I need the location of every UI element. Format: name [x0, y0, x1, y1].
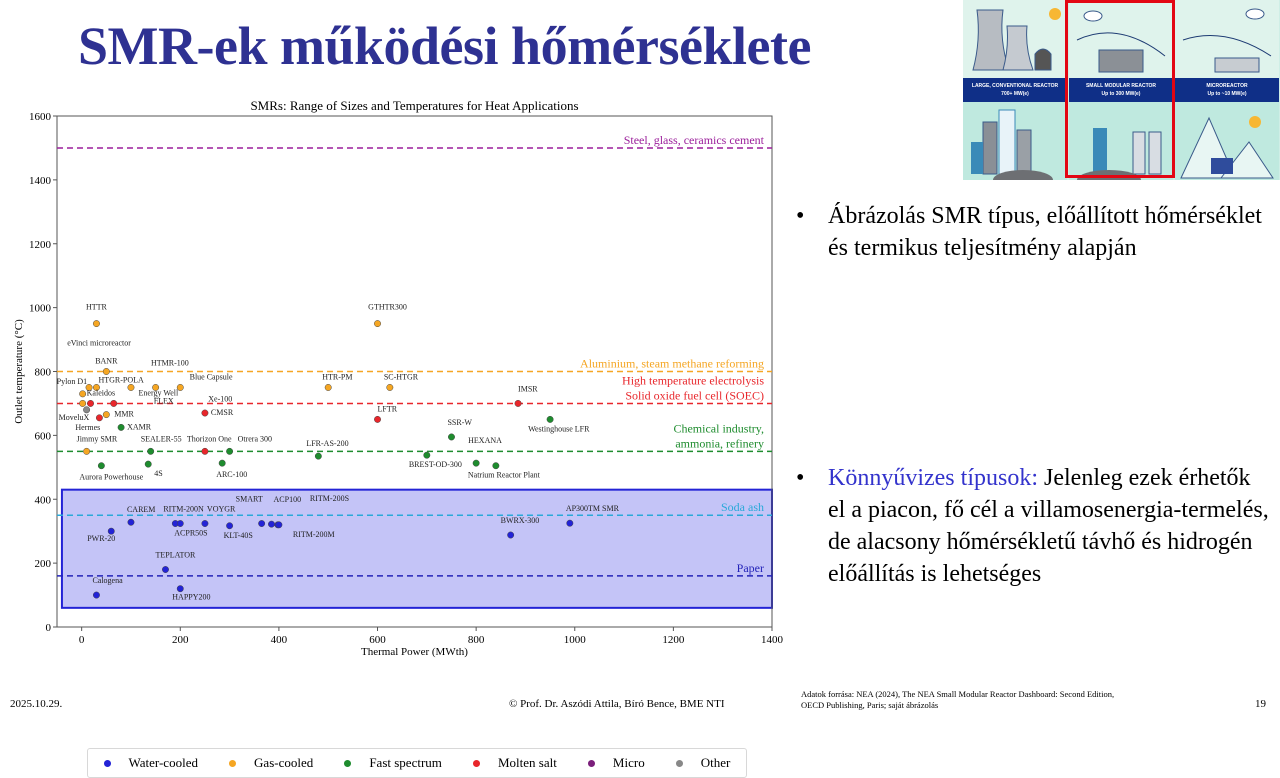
data-point [162, 566, 168, 572]
bullet-accent-light-water: Könnyűvizes típusok: [828, 465, 1038, 491]
reference-line-label: High temperature electrolysis [622, 373, 764, 388]
legend-item [344, 755, 442, 771]
data-point-label: VOYGR [206, 504, 236, 514]
data-point-label: BREST-OD-300 [408, 460, 462, 470]
data-point [325, 384, 331, 390]
data-point-label: HTMR-100 [150, 358, 189, 368]
x-tick-label: 600 [369, 634, 386, 646]
y-tick-label: 1000 [29, 302, 51, 315]
y-tick-label: 1600 [29, 111, 51, 123]
chart-legend [87, 748, 747, 778]
reference-line-label: ammonia, refinery [675, 436, 764, 451]
data-point-label: Otrera 300 [237, 434, 273, 444]
data-point-label: Blue Capsule [189, 372, 233, 382]
x-tick-label: 200 [172, 634, 189, 646]
data-point-label: ARC-100 [216, 470, 248, 480]
legend-marker-icon [229, 760, 236, 767]
data-point [448, 434, 454, 440]
data-point-label: Westinghouse LFR [528, 424, 590, 434]
data-point-label: SMART [235, 494, 263, 504]
data-point-label: Thorizon One [186, 434, 232, 444]
data-point [515, 400, 521, 406]
data-point [128, 384, 134, 390]
data-point-label: Xe-100 [208, 394, 233, 404]
data-point [258, 520, 264, 526]
data-point-label: eVinci microreactor [67, 338, 131, 348]
cooling-tower-icon [963, 0, 1067, 78]
data-point [374, 320, 380, 326]
data-point-label: BWRX-300 [500, 516, 540, 526]
data-point [128, 519, 134, 525]
reference-line-label: Steel, glass, ceramics cement [623, 132, 764, 147]
data-point [219, 460, 225, 466]
data-point-label: RITM-200N [163, 504, 204, 514]
data-point-label: HTTR [86, 302, 107, 312]
data-point [202, 520, 208, 526]
footer-source-line1: Adatok forrása: NEA (2024), The NEA Small Modular Reactor Dashboard: Second Edition, [801, 689, 1115, 699]
footer-source [801, 689, 1221, 711]
data-point-label: GTHTR300 [368, 302, 407, 312]
y-tick-label: 1200 [29, 238, 51, 251]
legend-item [676, 755, 731, 771]
data-point-label: Jimmy SMR [76, 434, 118, 444]
data-point-label: SSR-W [447, 417, 472, 427]
legend-label: Gas-cooled [254, 755, 314, 770]
data-point [177, 585, 183, 591]
bullet-item-2 [790, 462, 1270, 590]
y-tick-label: 400 [34, 494, 51, 507]
data-point-label: TEPLATOR [155, 550, 196, 560]
data-point [145, 461, 151, 467]
reference-line-label: Aluminium, steam methane reforming [580, 356, 764, 371]
data-point-label: CMSR [210, 408, 234, 418]
data-point-label: Natrium Reactor Plant [467, 470, 540, 480]
data-point [83, 448, 89, 454]
data-point [87, 400, 93, 406]
data-point-label: Kaleidos [86, 388, 116, 398]
data-point-label: Hermes [75, 422, 101, 432]
legend-item [104, 755, 198, 771]
y-tick-label: 800 [34, 366, 51, 379]
x-tick-label: 1400 [761, 634, 783, 646]
legend-marker-icon [344, 760, 351, 767]
y-tick-label: 200 [34, 558, 51, 571]
data-point-label: XAMR [127, 422, 152, 432]
legend-item [473, 755, 557, 771]
bullet-item-1: • Ábrázolás SMR típus, előállított hőmérséklet és termikus teljesítmény alapján [790, 200, 1270, 264]
data-point [547, 416, 553, 422]
data-point [96, 415, 102, 421]
data-point-label: ACPR50S [174, 528, 208, 538]
data-point-label: BANR [95, 356, 118, 366]
x-tick-label: 1000 [563, 634, 586, 646]
data-point [118, 424, 124, 430]
x-tick-label: 800 [467, 634, 485, 646]
y-axis-label: Outlet temperature (°C) [13, 319, 25, 424]
data-point-label: Energy Well [138, 388, 179, 398]
data-point-label: SEALER-55 [140, 434, 182, 444]
microreactor-truck-icon [1175, 0, 1279, 78]
data-point-label: HTGR-POLA [98, 375, 144, 385]
data-point-label: LFR-AS-200 [306, 439, 349, 449]
legend-label: Micro [612, 755, 645, 770]
panel-large-title: LARGE, CONVENTIONAL REACTOR [971, 83, 1059, 89]
legend-marker-icon [676, 760, 683, 767]
data-point-label: Pylon D1 [56, 376, 88, 386]
data-point [98, 463, 104, 469]
panel-micro-title: MICROREACTOR [1206, 83, 1248, 89]
legend-item [588, 755, 645, 771]
data-point [276, 522, 282, 528]
bullet-list [790, 200, 1270, 264]
data-point [177, 520, 183, 526]
data-point-label: RITM-200S [309, 493, 350, 503]
panel-smr-subtitle: Up to 300 MW(e) [1101, 91, 1141, 97]
data-point [79, 400, 85, 406]
data-point [567, 520, 573, 526]
legend-label: Fast spectrum [369, 755, 442, 770]
data-point [507, 532, 513, 538]
data-point-label: 4S [154, 469, 163, 479]
data-point [473, 460, 479, 466]
panel-microreactor [1175, 0, 1279, 180]
data-point-label: HTR-PM [322, 372, 353, 382]
data-point [226, 523, 232, 529]
footer-copyright: © Prof. Dr. Aszódi Attila, Bíró Bence, BME NTI [509, 698, 725, 710]
data-point [493, 463, 499, 469]
data-point [202, 410, 208, 416]
data-point-label: Aurora Powerhouse [79, 472, 144, 482]
data-point [424, 452, 430, 458]
data-point-label: PWR-20 [87, 534, 116, 544]
legend-marker-icon [104, 760, 111, 767]
panel-smr-title: SMALL MODULAR REACTOR [1085, 83, 1157, 89]
data-point [79, 391, 85, 397]
mountain-icon [1175, 102, 1279, 180]
data-point-label: KLT-40S [223, 530, 253, 540]
data-point [268, 521, 274, 527]
page-number: 19 [1255, 698, 1266, 710]
legend-item [229, 755, 313, 771]
x-tick-label: 0 [78, 634, 85, 646]
reference-line-label: Soda ash [721, 500, 764, 515]
data-point-label: CAREM [126, 505, 156, 515]
data-point-label: SC-HTGR [383, 372, 419, 382]
data-point-label: LFTR [377, 404, 398, 414]
bullet-item-2-text: Jelenleg ezek érhetők el a piacon, fő cél a villamosenergia-termelés, de alacsony hőmérsékletű távhő és hidrogén előállítás is lehetséges [828, 465, 1269, 587]
data-point-label: HAPPY200 [172, 592, 211, 602]
legend-marker-icon [473, 760, 480, 767]
legend-label: Molten salt [497, 755, 557, 770]
panel-large-reactor [963, 0, 1067, 180]
footer-date: 2025.10.29. [10, 698, 63, 710]
data-point [111, 400, 117, 406]
legend-label: Other [700, 755, 731, 770]
data-point-label: IMSR [518, 384, 538, 394]
reference-line-label: Paper [736, 560, 764, 575]
data-point [103, 411, 109, 417]
y-tick-label: 0 [45, 622, 51, 634]
data-point-label: Calogena [92, 576, 123, 586]
data-point [93, 320, 99, 326]
data-point [315, 453, 321, 459]
data-point-label: MoveluX [58, 412, 90, 422]
data-point-label: FLEX [153, 396, 174, 406]
city-buildings-icon [963, 102, 1067, 180]
y-tick-label: 1400 [29, 174, 51, 187]
chart-canvas [0, 92, 790, 692]
footer-source-line2: OECD Publishing, Paris; saját ábrázolás [801, 700, 939, 710]
x-axis-label: Thermal Power (MWth) [361, 646, 468, 658]
reference-line-label: Chemical industry, [673, 421, 764, 436]
data-point [226, 448, 232, 454]
panel-micro-subtitle: Up to ~10 MW(e) [1207, 91, 1247, 97]
data-point [202, 448, 208, 454]
data-point [387, 384, 393, 390]
slide-title: SMR-ek működési hőmérséklete [78, 16, 811, 76]
y-tick-label: 600 [34, 430, 51, 443]
data-point [374, 416, 380, 422]
legend-marker-icon [588, 760, 595, 767]
chart-title: SMRs: Range of Sizes and Temperatures for Heat Applications [250, 98, 579, 113]
data-point-label: MMR [114, 409, 134, 419]
data-point-label: HEXANA [468, 436, 502, 446]
legend-label: Water-cooled [128, 755, 198, 770]
panel-large-subtitle: 700+ MW(e) [1001, 91, 1029, 97]
bullet-list-2 [790, 462, 1270, 590]
data-point-label: ACP100 [273, 495, 302, 505]
x-tick-label: 1200 [662, 634, 685, 646]
x-tick-label: 400 [270, 634, 288, 646]
data-point [103, 368, 109, 374]
data-point [147, 448, 153, 454]
reference-line-label: Solid oxide fuel cell (SOEC) [625, 388, 764, 403]
data-point [93, 592, 99, 598]
data-point-label: RITM-200M [292, 529, 335, 539]
data-point-label: AP300TM SMR [565, 504, 619, 514]
smr-highlight-frame [1065, 0, 1175, 178]
